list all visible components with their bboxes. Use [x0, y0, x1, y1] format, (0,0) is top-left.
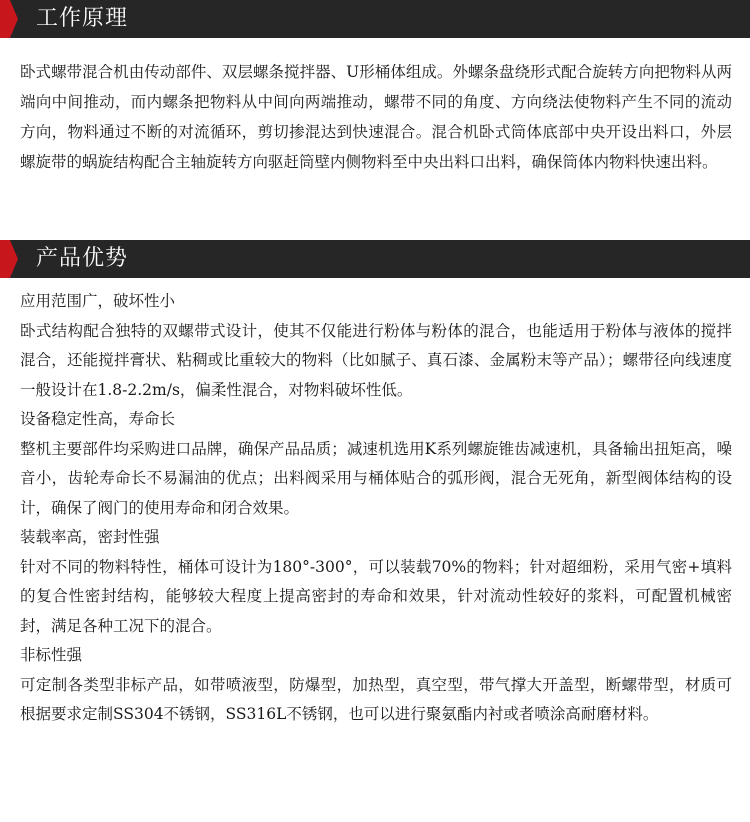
section-header-advantages — [0, 240, 750, 278]
advantage-item — [20, 523, 732, 641]
section-header-principle — [0, 0, 750, 38]
red-arrow-tab-icon — [0, 0, 18, 38]
advantage-title: 装载率高，密封性强 — [20, 528, 160, 546]
advantage-item — [20, 641, 732, 730]
advantage-body: 整机主要部件均采购进口品牌，确保产品品质；减速机选用K系列螺旋锥齿减速机，具备输出扭矩高，噪音小，齿轮寿命长不易漏油的优点；出料阀采用与桶体贴合的弧形阀，混合无死角，新型阀体结构的设计，确保了阀门的使用寿命和闭合效果。 — [20, 439, 732, 517]
advantage-item — [20, 405, 732, 523]
advantage-body: 卧式结构配合独特的双螺带式设计，使其不仅能进行粉体与粉体的混合，也能适用于粉体与液体的搅拌混合，还能搅拌膏状、粘稠或比重较大的物料（比如腻子、真石漆、金属粉末等产品）；螺带径向线速度一般设计在1.8-2.2m/s，偏柔性混合，对物料破坏性低。 — [20, 321, 732, 399]
advantage-title: 应用范围广，破坏性小 — [20, 292, 176, 310]
advantages-list — [20, 287, 732, 730]
section-title: 工作原理 — [36, 6, 129, 31]
principle-paragraph: 卧式螺带混合机由传动部件、双层螺条搅拌器、U形桶体组成。外螺条盘绕形式配合旋转方向把物料从两端向中间推动，而内螺条把物料从中间向两端推动，螺带不同的角度、方向绕法使物料产生不同的流动方向，物料通过不断的对流循环，剪切掺混达到快速混合。混合机卧式筒体底部中央开设出料口，外层螺旋带的蜗旋结构配合主轴旋转方向驱赶筒壁内侧物料至中央出料口出料，确保筒体内物料快速出料。 — [20, 63, 732, 171]
section-title: 产品优势 — [36, 246, 129, 271]
advantage-title: 非标性强 — [20, 646, 83, 664]
red-arrow-tab-icon — [0, 240, 18, 278]
advantage-body: 可定制各类型非标产品，如带喷液型，防爆型，加热型，真空型，带气撑大开盖型，断螺带型，材质可根据要求定制SS304不锈钢，SS316L不锈钢，也可以进行聚氨酯内衬或者喷涂高耐磨材料。 — [20, 675, 732, 723]
advantage-item — [20, 287, 732, 405]
advantage-body: 针对不同的物料特性，桶体可设计为180°-300°，可以装载70%的物料；针对超细粉，采用气密+填料的复合性密封结构，能够较大程度上提高密封的寿命和效果，针对流动性较好的浆料，可配置机械密封，满足各种工况下的混合。 — [20, 557, 732, 635]
advantage-title: 设备稳定性高，寿命长 — [20, 410, 176, 428]
